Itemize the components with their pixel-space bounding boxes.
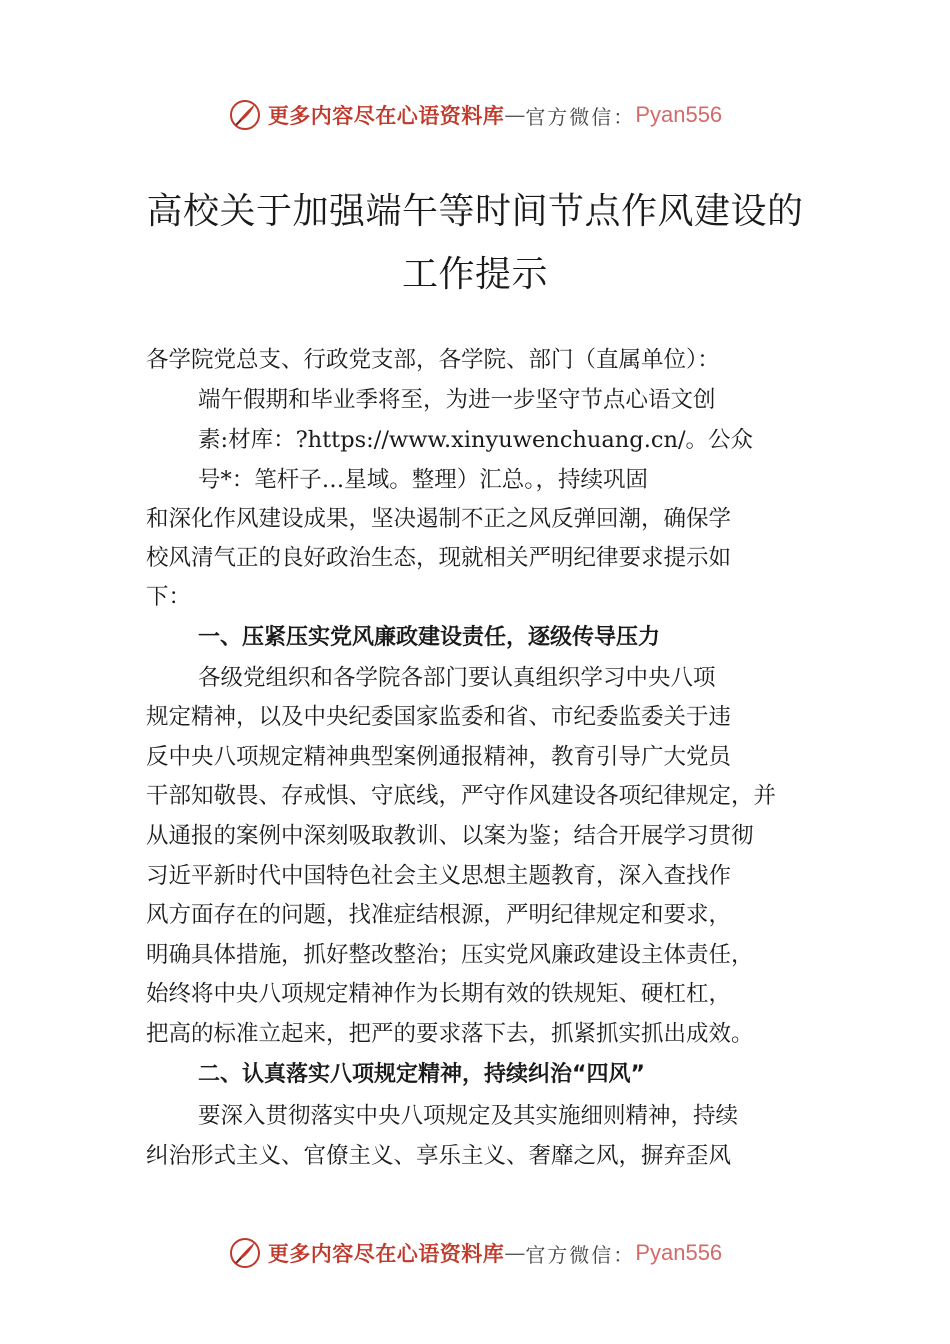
intro-line: 端午假期和毕业季将至，为进一步坚守节点心语文创 [198, 387, 716, 413]
footer-watermark [0, 1233, 950, 1273]
paragraph-line: 从通报的案例中深刻吸取教训、以案为鉴；结合开展学习贯彻 [146, 823, 754, 849]
intro-line: 号*：笔杆子…星域。整理）汇总。，持续巩固 [198, 467, 649, 493]
quill-pen-logo-icon [228, 1236, 262, 1270]
paragraph-line: 明确具体措施，抓好整改整治；压实党风廉政建设主体责任， [146, 942, 754, 968]
paragraph-line: 校风清气正的良好政治生态，现就相关严明纪律要求提示如 [146, 545, 732, 571]
paragraph-line: 风方面存在的问题，找准症结根源，严明纪律规定和要求， [146, 902, 732, 928]
paragraph-line: 把高的标准立起来，把严的要求落下去，抓紧抓实抓出成效。 [146, 1021, 754, 1047]
watermark-separator: — [504, 1241, 526, 1265]
paragraph-line: 各级党组织和各学院各部门要认真组织学习中央八项 [198, 665, 716, 691]
header-watermark [0, 95, 950, 135]
watermark-separator: — [504, 103, 526, 127]
document-title-line-2: 工作提示 [401, 254, 548, 295]
section-heading-1: 一、压紧压实党风廉政建设责任，逐级传导压力 [198, 625, 661, 650]
paragraph-line: 反中央八项规定精神典型案例通报精神，教育引导广大党员 [146, 744, 732, 770]
paragraph-line: 始终将中央八项规定精神作为长期有效的铁规矩、硬杠杠， [146, 981, 732, 1007]
quill-pen-logo-icon [228, 98, 262, 132]
watermark-brand: 更多内容尽在心语资料库 [267, 103, 505, 128]
paragraph-line: 要深入贯彻落实中央八项规定及其实施细则精神，持续 [198, 1103, 739, 1129]
salutation: 各学院党总支、行政党支部，各学院、部门（直属单位）： [146, 347, 720, 373]
watermark-wechat-label: 官方微信： [525, 1242, 636, 1267]
document-title-line-1: 高校关于加强端午等时间节点作风建设的 [146, 191, 804, 232]
intro-line: 素:材库：?https://www.xinyuwenchuang.cn/。公众 [198, 427, 754, 453]
paragraph-line: 下： [146, 584, 192, 610]
watermark-wechat-id: Pyan556 [635, 102, 723, 127]
paragraph-line: 干部知敬畏、存戒惧、守底线，严守作风建设各项纪律规定，并 [146, 783, 777, 809]
paragraph-line: 纠治形式主义、官僚主义、享乐主义、奢靡之风，摒弃歪风 [146, 1143, 732, 1169]
paragraph-line: 习近平新时代中国特色社会主义思想主题教育，深入查找作 [146, 863, 732, 889]
watermark-wechat-label: 官方微信： [525, 104, 636, 129]
watermark-brand: 更多内容尽在心语资料库 [267, 1241, 505, 1266]
paragraph-line: 规定精神，以及中央纪委国家监委和省、市纪委监委关于违 [146, 704, 732, 730]
section-heading-2: 二、认真落实八项规定精神，持续纠治“四风” [198, 1062, 645, 1087]
watermark-wechat-id: Pyan556 [635, 1240, 723, 1265]
paragraph-line: 和深化作风建设成果，坚决遏制不正之风反弹回潮，确保学 [146, 506, 732, 532]
